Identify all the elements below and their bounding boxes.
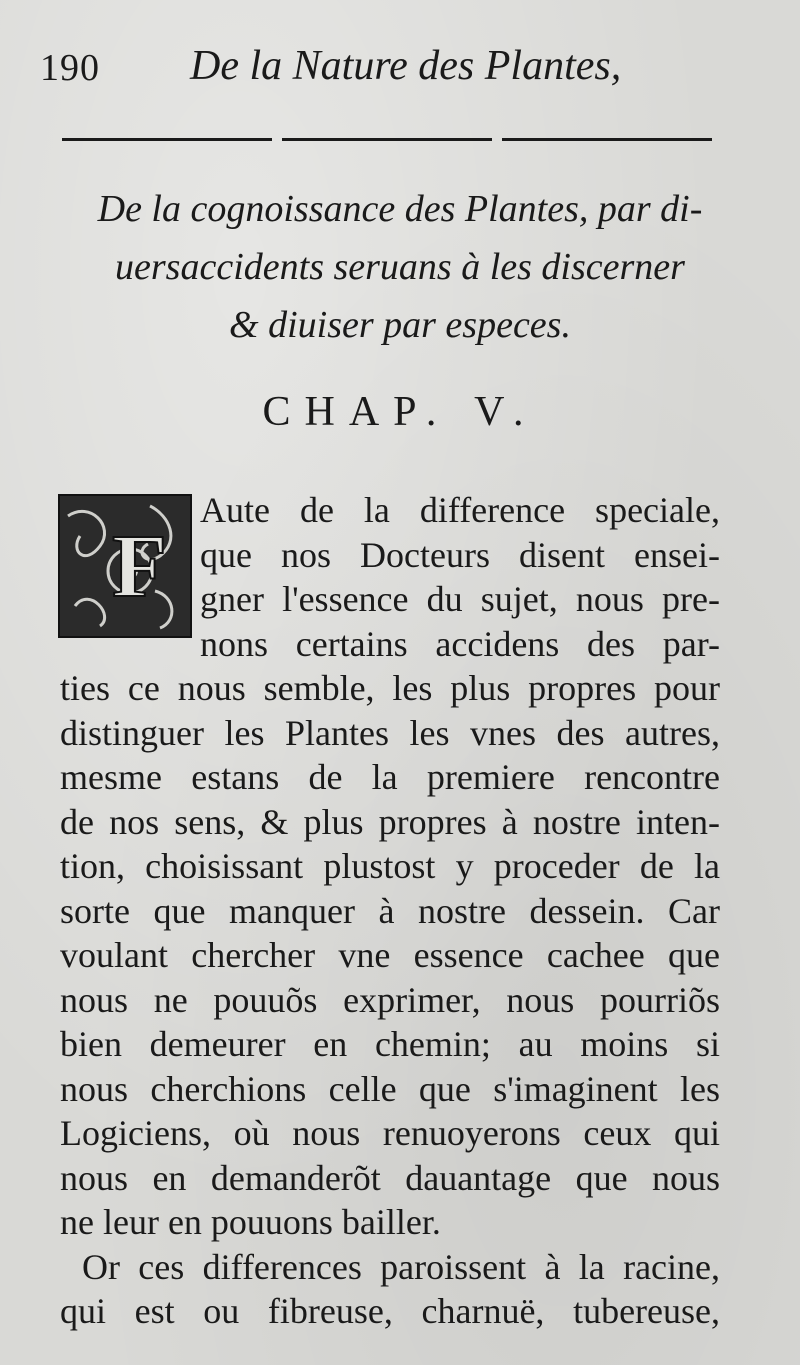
text-line: qui est ou fibreuse, charnuë, tubereuse, — [60, 1291, 720, 1331]
text-line: que nos Docteurs disent ensei- — [200, 534, 720, 575]
page-header — [0, 28, 800, 108]
text-line: Or ces differences paroissent à la racine, — [82, 1246, 720, 1287]
text-line: Logiciens, où nous renuoyerons ceux qui — [60, 1113, 720, 1153]
rule-segment — [502, 138, 712, 141]
text-line: nous cherchions celle que s'imaginent les — [60, 1068, 720, 1109]
chapter-heading: CHAP. V. — [262, 389, 538, 435]
chapter-title-line: uersaccidents seruans à les discerner — [115, 246, 685, 288]
text-line: nous en demanderõt dauantage que nous — [60, 1157, 720, 1198]
rule-segment — [62, 138, 272, 141]
text-line: distinguer les Plantes les vnes des autres, — [60, 712, 720, 753]
text-line: gner l'essence du sujet, nous pre- — [200, 579, 720, 619]
text-line: sorte que manquer à nostre dessein. Car — [60, 890, 720, 931]
text-line: Aute de la difference speciale, — [200, 490, 720, 530]
rule-segment — [282, 138, 492, 141]
running-head: De la Nature des Plantes, — [190, 43, 622, 89]
header-rule — [62, 138, 712, 144]
chapter-body — [60, 488, 720, 1334]
text-line: mesme estans de la premiere rencontre — [60, 757, 720, 797]
chapter-title — [40, 180, 760, 354]
text-line: nous ne pouuõs exprimer, nous pourriõs — [60, 979, 720, 1020]
text-line: bien demeurer en chemin; au moins si — [60, 1024, 720, 1064]
text-line: tion, choisissant plustost y proceder de la — [60, 846, 720, 886]
page-number: 190 — [40, 47, 100, 89]
text-line: voulant chercher vne essence cachee que — [60, 935, 720, 975]
drop-cap-letter: F — [112, 517, 167, 616]
text-line: ne leur en pouuons bailler. — [60, 1202, 441, 1242]
chapter-title-line: De la cognoissance des Plantes, par di- — [97, 188, 703, 230]
chapter-title-line: & diuiser par especes. — [229, 304, 571, 346]
text-line: ties ce nous semble, les plus propres pour — [60, 668, 720, 708]
text-line: de nos sens, & plus propres à nostre inten- — [60, 801, 720, 842]
text-line: nons certains accidens des par- — [200, 623, 720, 664]
